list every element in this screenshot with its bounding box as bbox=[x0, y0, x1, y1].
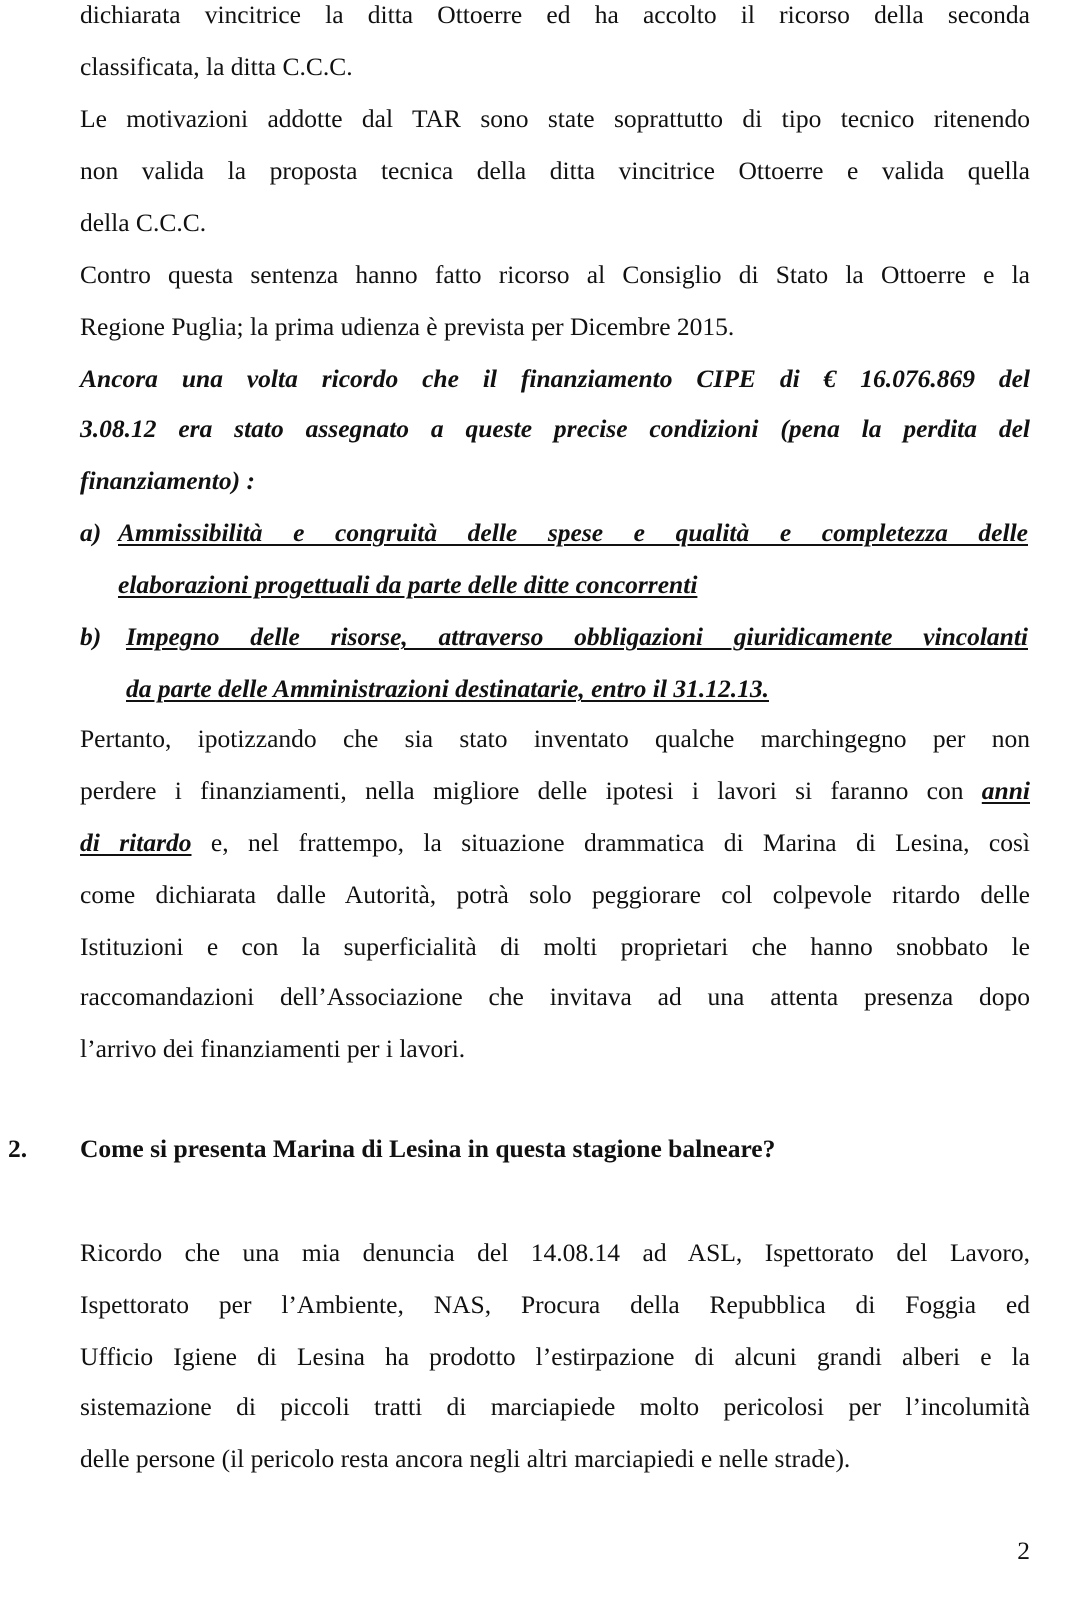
condition-b-line1: Impegno delle risorse, attraverso obbligazioni giuridicamente vincolanti bbox=[126, 622, 1028, 651]
paragraph4-line6: raccomandazioni dell’Associazione che invitava ad una attenta presenza dopo bbox=[80, 982, 1030, 1011]
paragraph2-line3: della C.C.C. bbox=[80, 208, 207, 237]
paragraph4-line4: come dichiarata dalle Autorità, potrà solo peggiorare col colpevole ritardo delle bbox=[80, 880, 1030, 909]
paragraph5-line3: Ufficio Igiene di Lesina ha prodotto l’estirpazione di alcuni grandi alberi e la bbox=[80, 1342, 1030, 1371]
paragraph4-line2-text: perdere i finanziamenti, nella migliore delle ipotesi i lavori si faranno con bbox=[80, 776, 964, 805]
condition-a-line2: elaborazioni progettuali da parte delle ditte concorrenti bbox=[118, 570, 698, 599]
page-number: 2 bbox=[1017, 1536, 1030, 1565]
paragraph5-line5: delle persone (il pericolo resta ancora negli altri marciapiedi e nelle strade). bbox=[80, 1444, 851, 1473]
emphasis-di-ritardo: di ritardo bbox=[80, 828, 192, 857]
paragraph4-line1: Pertanto, ipotizzando che sia stato inventato qualche marchingegno per non bbox=[80, 724, 1030, 753]
paragraph5-line2: Ispettorato per l’Ambiente, NAS, Procura della Repubblica di Foggia ed bbox=[80, 1290, 1030, 1319]
paragraph3-line2: Regione Puglia; la prima udienza è prevista per Dicembre 2015. bbox=[80, 312, 735, 341]
paragraph5-line4: sistemazione di piccoli tratti di marciapiede molto pericolosi per l’incolumità bbox=[80, 1392, 1030, 1421]
section-2-title: Come si presenta Marina di Lesina in questa stagione balneare? bbox=[80, 1134, 776, 1163]
paragraph5-line1: Ricordo che una mia denuncia del 14.08.14 ad ASL, Ispettorato del Lavoro, bbox=[80, 1238, 1030, 1267]
section-2-number: 2. bbox=[8, 1134, 28, 1163]
paragraph4-line2 bbox=[80, 776, 1030, 806]
condition-b-marker: b) bbox=[80, 622, 102, 651]
paragraph1-line2: classificata, la ditta C.C.C. bbox=[80, 52, 353, 81]
paragraph4-line7: l’arrivo dei finanziamenti per i lavori. bbox=[80, 1034, 466, 1063]
emphasis-line2: 3.08.12 era stato assegnato a queste precise condizioni (pena la perdita del bbox=[80, 414, 1030, 443]
emphasis-line1: Ancora una volta ricordo che il finanziamento CIPE di € 16.076.869 del bbox=[80, 364, 1030, 393]
condition-b-line2: da parte delle Amministrazioni destinatarie, entro il 31.12.13. bbox=[126, 674, 769, 703]
emphasis-line3: finanziamento) : bbox=[80, 466, 255, 495]
condition-a-line1: Ammissibilità e congruità delle spese e qualità e completezza delle bbox=[118, 518, 1028, 547]
paragraph3-line1: Contro questa sentenza hanno fatto ricorso al Consiglio di Stato la Ottoerre e la bbox=[80, 260, 1030, 289]
paragraph4-line5: Istituzioni e con la superficialità di molti proprietari che hanno snobbato le bbox=[80, 932, 1030, 961]
paragraph1-line1: dichiarata vincitrice la ditta Ottoerre ed ha accolto il ricorso della seconda bbox=[80, 0, 1030, 29]
paragraph4-line3 bbox=[80, 828, 1030, 858]
condition-a-marker: a) bbox=[80, 518, 102, 547]
paragraph4-line3-text: e, nel frattempo, la situazione drammatica di Marina di Lesina, così bbox=[210, 828, 1030, 857]
paragraph2-line2: non valida la proposta tecnica della ditta vincitrice Ottoerre e valida quella bbox=[80, 156, 1030, 185]
paragraph2-line1: Le motivazioni addotte dal TAR sono state soprattutto di tipo tecnico ritenendo bbox=[80, 104, 1030, 133]
emphasis-anni: anni bbox=[981, 776, 1030, 805]
